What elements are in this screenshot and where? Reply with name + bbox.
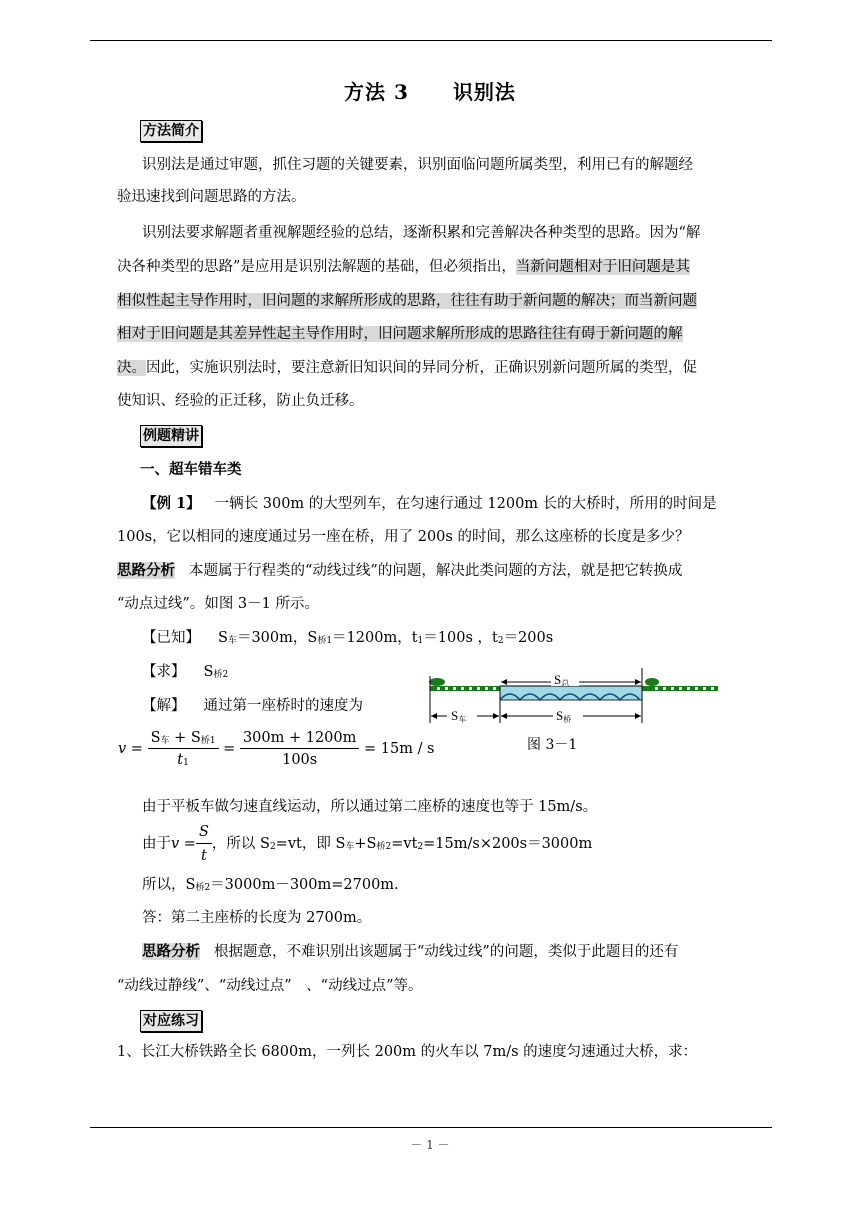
title-method: 方法 3 [344, 80, 409, 104]
example1-question-line2: 100s，它以相同的速度通过另一座在桥，用了 200s 的时间，那么这座桥的长度是多少？ [117, 529, 690, 545]
step2-pre: 由于 [142, 836, 171, 852]
practice-section-label [140, 1010, 202, 1032]
known-v2: ＝1200m，t [332, 630, 418, 646]
step2-post-sub: 2 [269, 842, 276, 852]
formula-den1-t: t [177, 752, 184, 768]
intro-p2c [117, 291, 697, 311]
ask-line [142, 662, 228, 685]
step2-num: S [196, 823, 212, 844]
step3-pre: 所以，S [142, 877, 196, 893]
title-name: 识别法 [452, 80, 516, 104]
intro-p2e [117, 358, 697, 378]
examples-label-text: 例题精讲 [140, 425, 202, 447]
formula-num1-s: S [150, 730, 161, 746]
formula-num1-plus: + S [169, 730, 201, 746]
step3-post: ＝3000m－300m=2700m. [210, 877, 399, 893]
header-rule [90, 40, 772, 41]
train-right-icon [642, 678, 718, 691]
step2-plus: +S [354, 836, 377, 852]
intro-p2b-highlight: 当新问题相对于旧问题是其 [515, 259, 690, 275]
formula-fraction-1 [148, 730, 219, 768]
step2-den: t [201, 848, 207, 864]
known-label: 【已知】 [142, 630, 200, 646]
intro-p2c-highlight: 相似性起主导作用时，旧问题的求解所形成的思路，往往有助于新问题的解决；而当新问题 [117, 293, 697, 309]
ask-s: S [203, 664, 214, 680]
step2-v: v = [171, 836, 196, 852]
intro-p2b [117, 257, 690, 277]
ask-sub: 桥2 [213, 670, 229, 680]
step2-line [142, 822, 592, 866]
speed-formula [118, 730, 435, 782]
formula-fraction-2 [240, 730, 359, 768]
step2-post: ，所以 S [211, 836, 270, 852]
analysis-text1: 本题属于行程类的“动线过线”的问题，解决此类问题的方法，就是把它转换成 [189, 563, 683, 579]
bridge-icon [500, 686, 642, 700]
known-v1: ＝300m，S [236, 630, 318, 646]
intro-label-text: 方法简介 [140, 120, 202, 142]
page-number: － 1 － [410, 1138, 450, 1152]
intro-p2f: 使知识、经验的正迁移，防止负迁移。 [117, 393, 364, 409]
step2-sub-che: 车 [345, 842, 355, 852]
known-line [142, 628, 553, 651]
formula-den2: 100s [282, 752, 318, 768]
formula-num2: 300m + 1200m [240, 730, 359, 749]
intro-p1a: 识别法是通过审题，抓住习题的关键要素，识别面临问题所属类型，利用已有的解题经 [142, 157, 693, 173]
step2-end: =vt [391, 836, 418, 852]
step3-line [142, 875, 399, 898]
example1-tag: 【例 1】 [142, 495, 201, 512]
intro-p2e-plain: 因此，实施识别法时，要注意新旧知识间的异同分析，正确识别新问题所属的类型，促 [146, 360, 697, 376]
step1-line: 由于平板车做匀速直线运动，所以通过第二座桥的速度也等于 15m/s。 [142, 799, 598, 815]
analysis2-line1 [142, 942, 678, 962]
analysis-line1 [117, 561, 682, 581]
known-sub-che: 车 [227, 636, 237, 646]
analysis2-label: 思路分析 [142, 943, 200, 960]
label-s-total: S总 [554, 672, 570, 688]
label-s-qiao: S桥 [556, 708, 572, 724]
answer-line: 答：第二主座桥的长度为 2700m。 [142, 910, 372, 926]
formula-eq: = [223, 741, 236, 757]
examples-section-label [140, 425, 202, 447]
intro-p2a: 识别法要求解题者重视解题经验的总结，逐渐积累和完善解决各种类型的思路。因为“解 [142, 225, 701, 241]
step2-post2: =vt，即 S [275, 836, 346, 852]
footer-rule [90, 1127, 772, 1128]
label-s-che: S车 [451, 708, 467, 724]
practice-label-text: 对应练习 [140, 1010, 202, 1032]
analysis2-text1: 根据题意，不难识别出该题属于“动线过线”的问题，类似于此题目的还有 [214, 944, 679, 960]
solve-line [142, 696, 363, 716]
known-sub-t2: 2 [497, 636, 504, 646]
known-v4: ＝200s [503, 630, 554, 646]
intro-p2d-highlight: 相对于旧问题是其差异性起主导作用时，旧问题求解所形成的思路往往有碍于新问题的解 [117, 326, 683, 342]
intro-section-label [140, 120, 202, 142]
step2-sub-qiao2: 桥2 [376, 842, 392, 852]
known-sub-qiao1: 桥1 [317, 636, 333, 646]
example1-question-line1 [142, 494, 717, 514]
train-left-icon [429, 678, 500, 691]
formula-num1-sub2: 桥1 [200, 736, 216, 746]
figure-caption: 图 3－1 [527, 737, 578, 753]
ask-label: 【求】 [142, 664, 186, 680]
intro-p2b-plain: 决各种类型的思路”是应用是识别法解题的基础，但必须指出， [117, 259, 516, 275]
formula-result: = 15m / s [364, 741, 435, 757]
step2-end2: =15m/s×200s＝3000m [423, 836, 593, 852]
analysis-label: 思路分析 [117, 562, 175, 579]
solve-text: 通过第一座桥时的速度为 [203, 698, 363, 714]
intro-p2e-highlight: 决。 [117, 360, 146, 376]
solve-label: 【解】 [142, 698, 186, 714]
formula-den1-sub: 1 [183, 758, 189, 768]
intro-p2d [117, 324, 683, 344]
formula-v: v = [118, 741, 143, 757]
known-s: S [218, 630, 228, 646]
intro-p1b: 验迅速找到问题思路的方法。 [117, 189, 306, 205]
step2-fraction [196, 823, 212, 865]
example1-q1: 一辆长 300m 的大型列车，在匀速行通过 1200m 长的大桥时，所用的时间是 [214, 496, 717, 512]
page-title [0, 76, 860, 105]
analysis-line2: “动点过线”。如图 3－1 所示。 [117, 596, 319, 612]
practice-question-1: 1、长江大桥铁路全长 6800m，一列长 200m 的火车以 7m/s 的速度匀速通过大桥，求： [117, 1044, 698, 1060]
known-v3: ＝100s ，t [423, 630, 498, 646]
category-heading: 一、超车错车类 [140, 461, 242, 478]
formula-num1-sub: 车 [160, 736, 170, 746]
step2-sub-t2: 2 [417, 842, 424, 852]
analysis2-line2: “动线过静线”、“动线过点” 、“动线过点”等。 [117, 978, 423, 994]
step3-sub: 桥2 [195, 883, 211, 893]
known-sub-t1: 1 [417, 636, 424, 646]
